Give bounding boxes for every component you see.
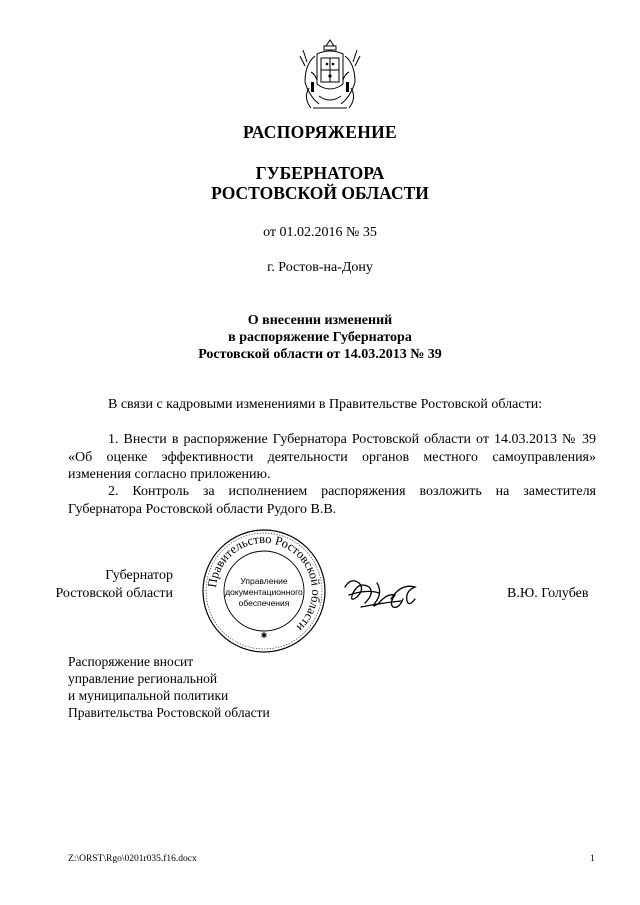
item-2-paragraph: 2. Контроль за исполнением распоряжения возложить на заместителя Губернатора Ростовской области Рудого В.В. (68, 484, 596, 517)
date-and-number: от 01.02.2016 № 35 (263, 225, 377, 240)
introduced-by-line2: управление региональной (68, 671, 218, 686)
signer-title-line2: Ростовской области (55, 586, 173, 601)
seal-star-icon: ✱ (260, 631, 268, 640)
subject-line3: Ростовской области от 14.03.2013 № 39 (198, 347, 442, 362)
introduced-by-line3: и муниципальной политики (68, 688, 229, 703)
subject-line2: в распоряжение Губернатора (228, 330, 412, 345)
authority-heading-line2: РОСТОВСКОЙ ОБЛАСТИ (211, 183, 429, 203)
footer-page-number: 1 (590, 854, 595, 864)
coat-of-arms-icon (297, 38, 363, 114)
official-seal (201, 528, 327, 654)
footer-file-path: Z:\ORST\Rgo\0201r035.f16.docx (68, 854, 197, 864)
preamble-paragraph: В связи с кадровыми изменениями в Правительстве Ростовской области: (108, 397, 543, 412)
introduced-by-line1: Распоряжение вносит (68, 654, 194, 669)
city: г. Ростов-на-Дону (267, 260, 373, 275)
document-type-heading: РАСПОРЯЖЕНИЕ (242, 122, 397, 142)
seal-center-line2: документационного (225, 587, 303, 597)
introduced-by-line4: Правительства Ростовской области (68, 705, 270, 720)
authority-heading-line1: ГУБЕРНАТОРА (255, 163, 385, 183)
handwritten-signature (343, 573, 425, 615)
signer-title-line1: Губернатор (105, 568, 173, 583)
signer-name: В.Ю. Голубев (507, 586, 589, 601)
seal-ring-text: Правительство Ростовской области (205, 531, 324, 635)
item-1-paragraph: 1. Внести в распоряжение Губернатора Ростовской области от 14.03.2013 № 39 «Об оценке эффективности деятельности органов местного самоуправления» изменения согласно приложению. (68, 432, 596, 482)
seal-center-line1: Управление (240, 576, 288, 586)
subject-line1: О внесении изменений (247, 313, 393, 328)
seal-center-line3: обеспечения (238, 598, 290, 608)
